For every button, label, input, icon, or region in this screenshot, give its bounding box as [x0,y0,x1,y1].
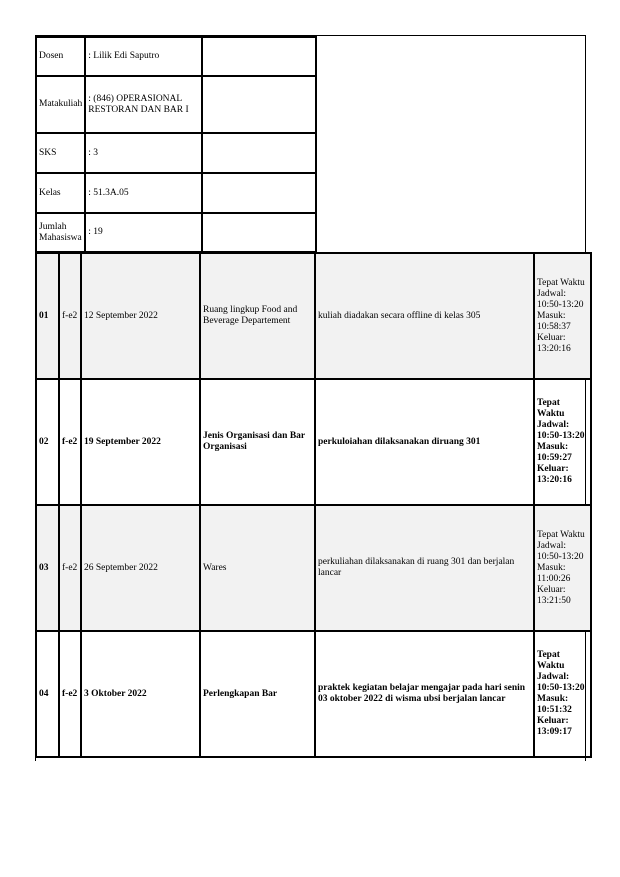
info-row-kelas [36,173,316,213]
meeting-number: 01 [36,253,59,379]
meeting-row [36,253,591,379]
meeting-row [36,631,591,757]
info-label: Dosen [36,37,85,76]
meeting-code: f-e2 [59,253,81,379]
meeting-topic: Jenis Organisasi dan Bar Organisasi [200,379,315,505]
info-row-matakuliah [36,76,316,133]
meeting-row [36,505,591,631]
info-row-sks [36,133,316,173]
meeting-note: perkuloiahan dilaksanakan diruang 301 [315,379,534,505]
meeting-date: 3 Oktober 2022 [81,631,200,757]
meeting-topic: Wares [200,505,315,631]
info-row-dosen [36,37,316,76]
meeting-number: 03 [36,505,59,631]
info-label: SKS [36,133,85,173]
info-label: Matakuliah [36,76,85,133]
meeting-date: 19 September 2022 [81,379,200,505]
meeting-topic: Perlengkapan Bar [200,631,315,757]
meeting-number: 04 [36,631,59,757]
meeting-note: kuliah diadakan secara offline di kelas 305 [315,253,534,379]
info-empty-cell [202,213,316,252]
info-empty-cell [202,173,316,213]
meeting-row [36,379,591,505]
info-empty-cell [202,37,316,76]
meeting-note: perkuliahan dilaksanakan di ruang 301 dan berjalan lancar [315,505,534,631]
info-value: : 3 [85,133,202,173]
meeting-date: 12 September 2022 [81,253,200,379]
meeting-code: f-e2 [59,505,81,631]
info-value: : 51.3A.05 [85,173,202,213]
info-value: : 19 [85,213,202,252]
meeting-status: Tepat Waktu Jadwal: 10:50-13:20 Masuk: 10:58:37 Keluar: 13:20:16 [534,253,591,379]
attendance-table [35,252,592,758]
info-value: : Lilik Edi Saputro [85,37,202,76]
course-info-table [35,36,317,253]
info-row-jumlah [36,213,316,252]
meeting-date: 26 September 2022 [81,505,200,631]
meeting-code: f-e2 [59,379,81,505]
info-value: : (846) OPERASIONAL RESTORAN DAN BAR I [85,76,202,133]
meeting-number: 02 [36,379,59,505]
meeting-status: Tepat Waktu Jadwal: 10:50-13:20 Masuk: 10:59:27 Keluar: 13:20:16 [534,379,591,505]
info-empty-cell [202,133,316,173]
meeting-status: Tepat Waktu Jadwal: 10:50-13:20 Masuk: 10:51:32 Keluar: 13:09:17 [534,631,591,757]
meeting-code: f-e2 [59,631,81,757]
meeting-status: Tepat Waktu Jadwal: 10:50-13:20 Masuk: 11:00:26 Keluar: 13:21:50 [534,505,591,631]
info-empty-cell [202,76,316,133]
meeting-topic: Ruang lingkup Food and Beverage Departement [200,253,315,379]
info-label: Kelas [36,173,85,213]
info-label: Jumlah Mahasiswa [36,213,85,252]
meeting-note: praktek kegiatan belajar mengajar pada hari senin 03 oktober 2022 di wisma ubsi berjalan lancar [315,631,534,757]
